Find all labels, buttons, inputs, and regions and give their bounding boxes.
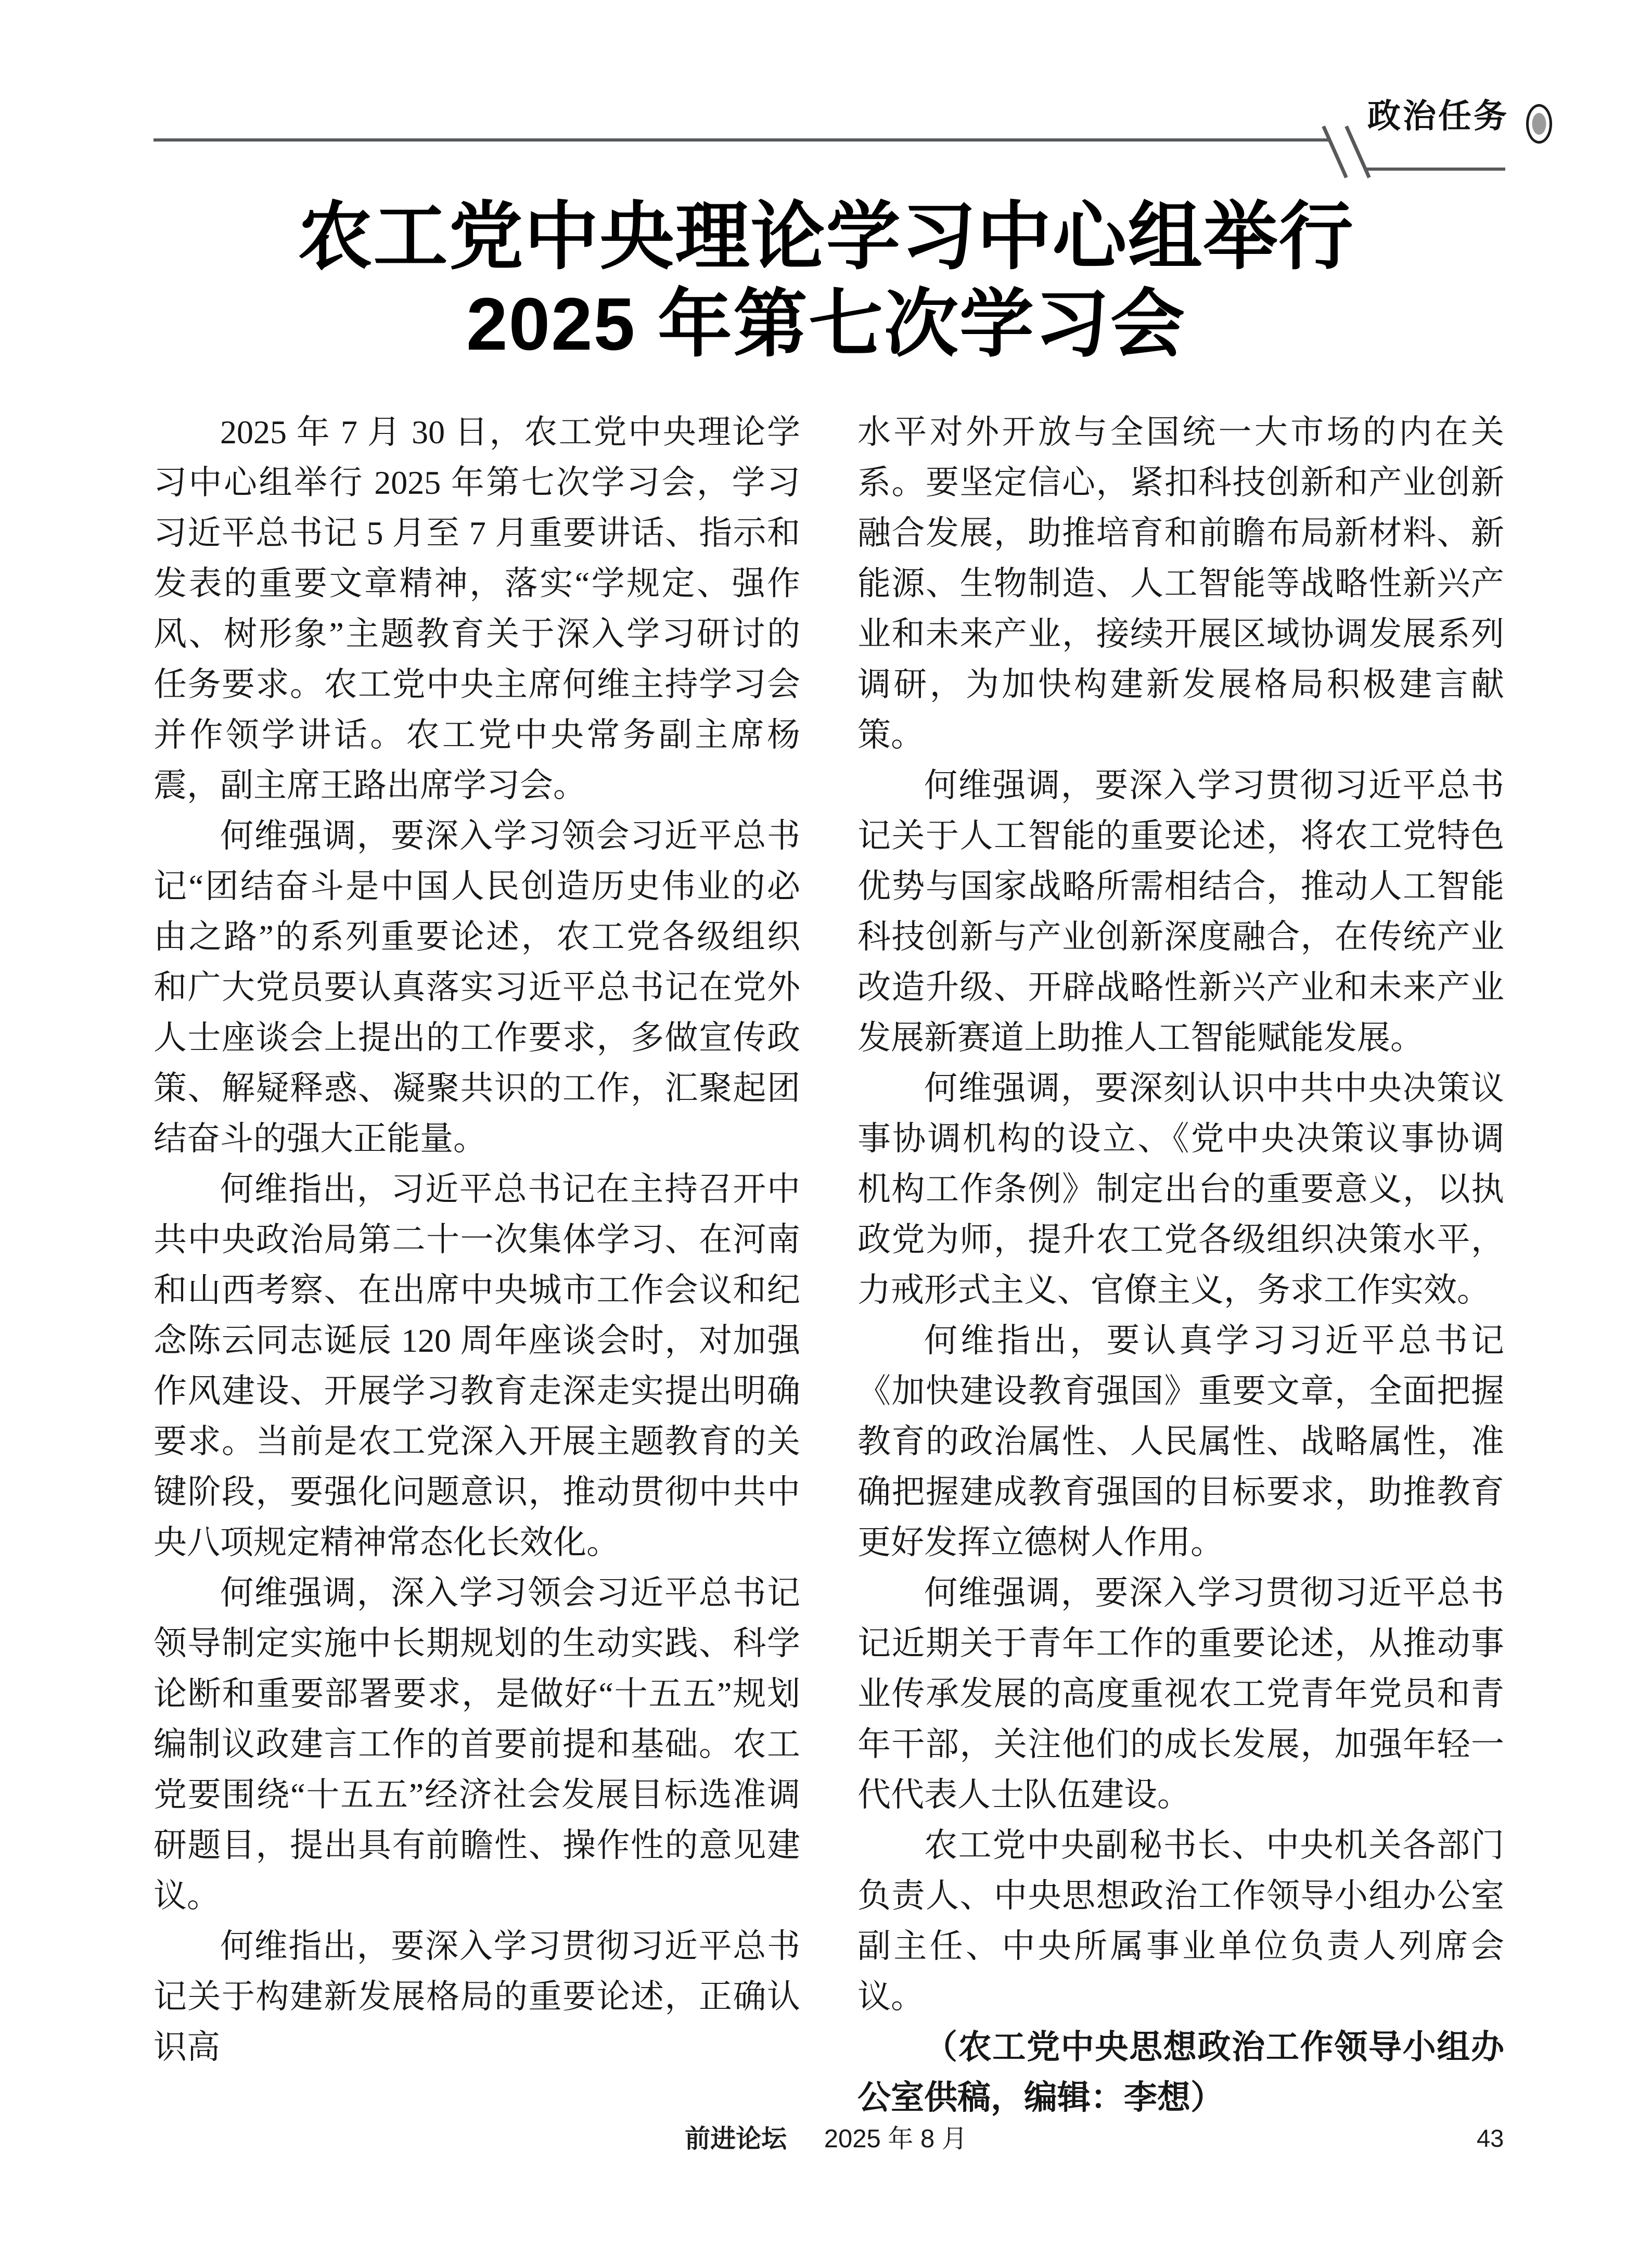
target-circle-core bbox=[1532, 113, 1546, 135]
header-rule-left bbox=[153, 138, 1328, 142]
article-paragraph: 何维指出，要认真学习习近平总书记《加快建设教育强国》重要文章，全面把握教育的政治属性、人民属性、战略属性，准确把握建成教育强国的目标要求，助推教育更好发挥立德树人作用。 bbox=[857, 1322, 1504, 1561]
article-paragraph: （农工党中央思想政治工作领导小组办公室供稿，编辑：李想） bbox=[857, 2029, 1504, 2116]
target-circle-icon bbox=[1526, 104, 1552, 144]
article-column-right bbox=[857, 407, 1504, 2123]
article-paragraph: 农工党中央副秘书长、中央机关各部门负责人、中央思想政治工作领导小组办公室副主任、中央所属事业单位负责人列席会议。 bbox=[857, 1827, 1504, 2015]
article-paragraph: 2025 年 7 月 30 日，农工党中央理论学习中心组举行 2025 年第七次学习会，学习习近平总书记 5 月至 7 月重要讲话、指示和发表的重要文章精神，落实“学规定、强作风、树形象”主题教育关于深入学习研讨的任务要求。农工党中央主席何维主持学习会并作领学讲话。农工党中央常务副主席杨震，副主席王路出席学习会。 bbox=[153, 414, 800, 804]
article-paragraph: 水平对外开放与全国统一大市场的内在关系。要坚定信心，紧扣科技创新和产业创新融合发展，助推培育和前瞻布局新材料、新能源、生物制造、人工智能等战略性新兴产业和未来产业，接续开展区域协调发展系列调研，为加快构建新发展格局积极建言献策。 bbox=[857, 414, 1504, 753]
article-paragraph: 何维强调，要深入学习贯彻习近平总书记关于人工智能的重要论述，将农工党特色优势与国家战略所需相结合，推动人工智能科技创新与产业创新深度融合，在传统产业改造升级、开辟战略性新兴产业和未来产业发展新赛道上助推人工智能赋能发展。 bbox=[857, 767, 1504, 1056]
section-label: 政治任务 bbox=[1367, 98, 1509, 135]
footer-journal-name: 前进论坛 bbox=[685, 2125, 787, 2153]
footer-issue-date: 2025 年 8 月 bbox=[824, 2125, 967, 2153]
article-paragraph: 何维强调，要深入学习领会习近平总书记“团结奋斗是中国人民创造历史伟业的必由之路”的系列重要论述，农工党各级组织和广大党员要认真落实习近平总书记在党外人士座谈会上提出的工作要求，多做宣传政策、解疑释惑、凝聚共识的工作，汇聚起团结奋斗的强大正能量。 bbox=[153, 817, 800, 1157]
article-title-line-1: 农工党中央理论学习中心组举行 bbox=[298, 196, 1354, 278]
article-paragraph: 何维强调，深入学习领会习近平总书记领导制定实施中长期规划的生动实践、科学论断和重要部署要求，是做好“十五五”规划编制议政建言工作的首要前提和基础。农工党要围绕“十五五”经济社会发展目标选准调研题目，提出具有前瞻性、操作性的意见建议。 bbox=[153, 1574, 800, 1914]
article-body bbox=[153, 407, 1504, 2123]
page-footer bbox=[0, 2124, 1652, 2155]
article-paragraph: 何维指出，要深入学习贯彻习近平总书记关于构建新发展格局的重要论述，正确认识高 bbox=[153, 1928, 800, 2066]
article-paragraph: 何维强调，要深刻认识中共中央决策议事协调机构的设立、《党中央决策议事协调机构工作条例》制定出台的重要意义，以执政党为师，提升农工党各级组织决策水平，力戒形式主义、官僚主义，务求工作实效。 bbox=[857, 1070, 1504, 1309]
article-paragraph: 何维指出，习近平总书记在主持召开中共中央政治局第二十一次集体学习、在河南和山西考察、在出席中央城市工作会议和纪念陈云同志诞辰 120 周年座谈会时，对加强作风建设、开展学习教育走深走实提出明确要求。当前是农工党深入开展主题教育的关键阶段，要强化问题意识，推动贯彻中共中央八项规定精神常态化长效化。 bbox=[153, 1171, 800, 1561]
article-title bbox=[0, 194, 1652, 368]
page-number: 43 bbox=[1477, 2124, 1504, 2152]
header-rule-right bbox=[1366, 168, 1505, 171]
article-paragraph: 何维强调，要深入学习贯彻习近平总书记近期关于青年工作的重要论述，从推动事业传承发展的高度重视农工党青年党员和青年干部，关注他们的成长发展，加强年轻一代代表人士队伍建设。 bbox=[857, 1574, 1504, 1813]
header-rule-break-slash bbox=[1322, 125, 1348, 178]
article-column-left bbox=[153, 407, 800, 2123]
article-title-line-2: 2025 年第七次学习会 bbox=[466, 283, 1186, 366]
